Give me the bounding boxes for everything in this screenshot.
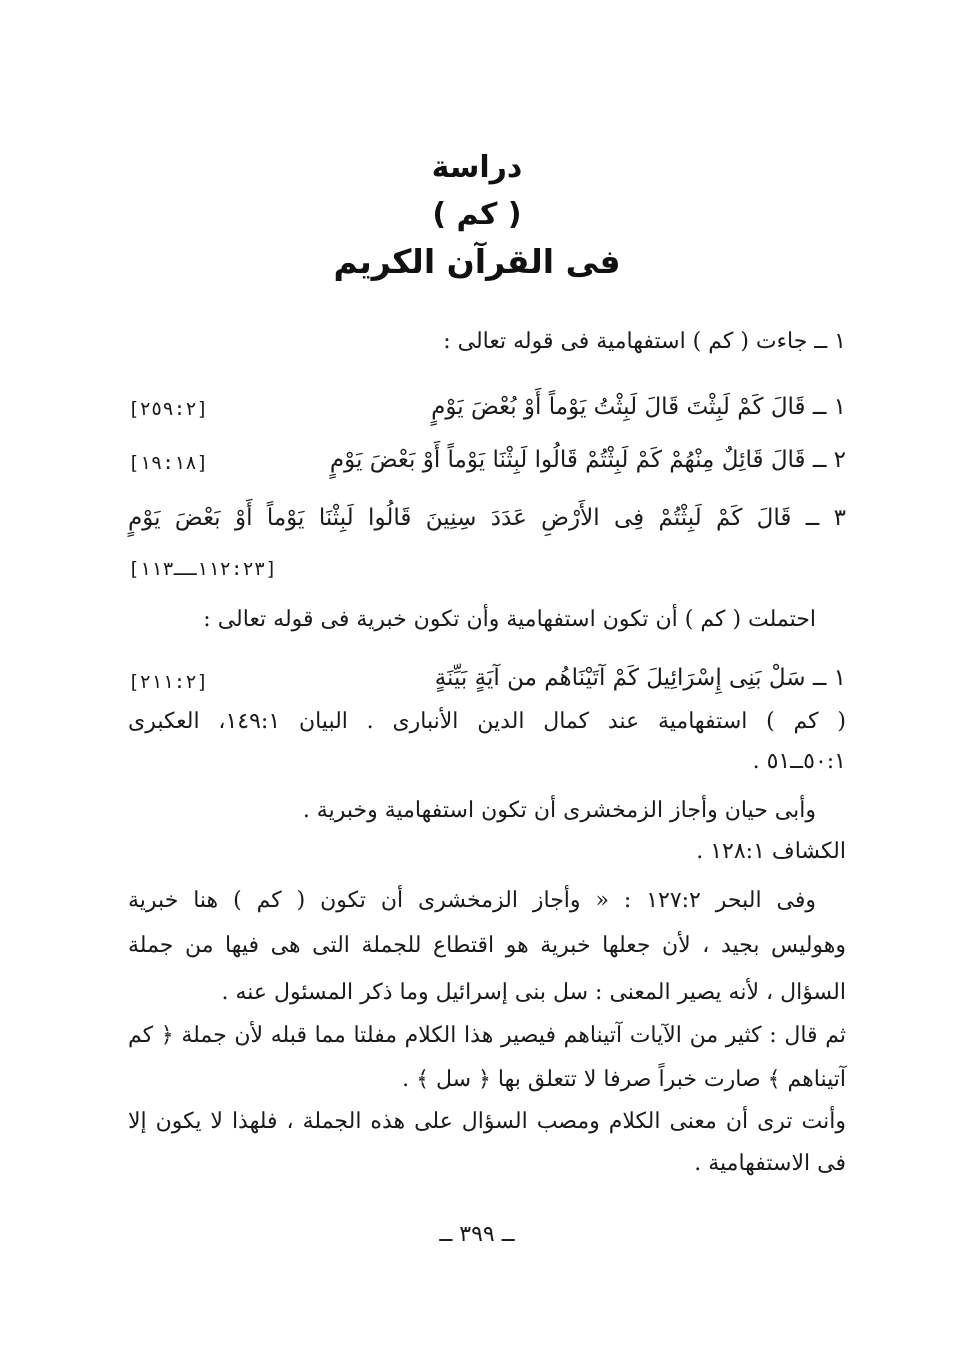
para-5-line-2: فى الاستفهامية .: [694, 1151, 846, 1176]
verse-3-text: ٣ ــ قَالَ كَمْ لَبِثْتُمْ فِى الأَرْضِ عَدَدَ سِنِينَ قَالُوا لَبِثْنَا يَوْماً أَوْ بَعْضَ يَوْمٍ: [128, 505, 846, 531]
para-5-line-1: وأنت ترى أن معنى الكلام ومصب السؤال على هذه الجملة ، فلهذا لا يكون إلا: [128, 1109, 846, 1134]
para-3-line-2: وهوليس بجيد ، لأن جعلها خبرية هو اقتطاع للجملة التى هى فيها من جملة: [128, 933, 846, 958]
verse-4-ref: [٢١١:٢]: [128, 671, 209, 693]
verse-2-ref: [١٩:١٨]: [128, 452, 209, 474]
para-1-line-2: ٥٠:١ــ٥١ .: [752, 749, 846, 774]
verse-1-ref: [٢٥٩:٢]: [128, 398, 209, 420]
section1-intro: ١ ــ جاءت ( كم ) استفهامية فى قوله تعالى :: [443, 329, 846, 354]
para-4-line-1: ثم قال : كثير من الآيات آتيناهم فيصير هذا الكلام مفلتا مما قبله لأن جملة ﴿ كم: [128, 1023, 846, 1048]
para-3-line-1: وفى البحر ١٢٧:٢ : « وأجاز الزمخشرى أن تكون ( كم ) هنا خبرية: [128, 888, 816, 913]
title-line-1: دراسة: [431, 150, 523, 185]
page-number: ــ ٣٩٩ ــ: [439, 1222, 515, 1247]
title-line-3: فى القرآن الكريم: [333, 242, 621, 281]
para-4-line-2: آتيناهم ﴾ صارت خبراً صرفا لا تتعلق بها ﴿ سل ﴾ .: [402, 1067, 846, 1092]
section2-intro: احتملت ( كم ) أن تكون استفهامية وأن تكون خبرية فى قوله تعالى :: [203, 607, 816, 632]
title-line-2: ( كم ): [432, 197, 522, 232]
para-3-line-3: السؤال ، لأنه يصير المعنى : سل بنى إسرائيل وما ذكر المسئول عنه .: [221, 980, 846, 1005]
verse-3-ref: [١١٢:٢٣ــ١١٣]: [128, 558, 277, 580]
para-2-line-1: وأبى حيان وأجاز الزمخشرى أن تكون استفهامية وخبرية .: [302, 798, 816, 823]
verse-2-text: ٢ ــ قَالَ قَائِلٌ مِنْهُمْ كَمْ لَبِثْتُمْ قَالُوا لَبِثْنَا يَوْماً أَوْ بَعْضَ يَوْمٍ: [329, 447, 846, 473]
para-1-line-1: ( كم ) استفهامية عند كمال الدين الأنبارى . البيان ١٤٩:١، العكبرى: [128, 709, 846, 734]
verse-4-text: ١ ــ سَلْ بَنِى إِسْرَائِيلَ كَمْ آتَيْنَاهُم من آيَةٍ بَيِّنَةٍ: [434, 665, 846, 691]
para-2-line-2: الكشاف ١٢٨:١ .: [696, 839, 846, 864]
verse-1-text: ١ ــ قَالَ كَمْ لَبِثْتَ قَالَ لَبِثْتُ يَوْماً أَوْ بُعْضَ يَوْمٍ: [431, 394, 846, 420]
